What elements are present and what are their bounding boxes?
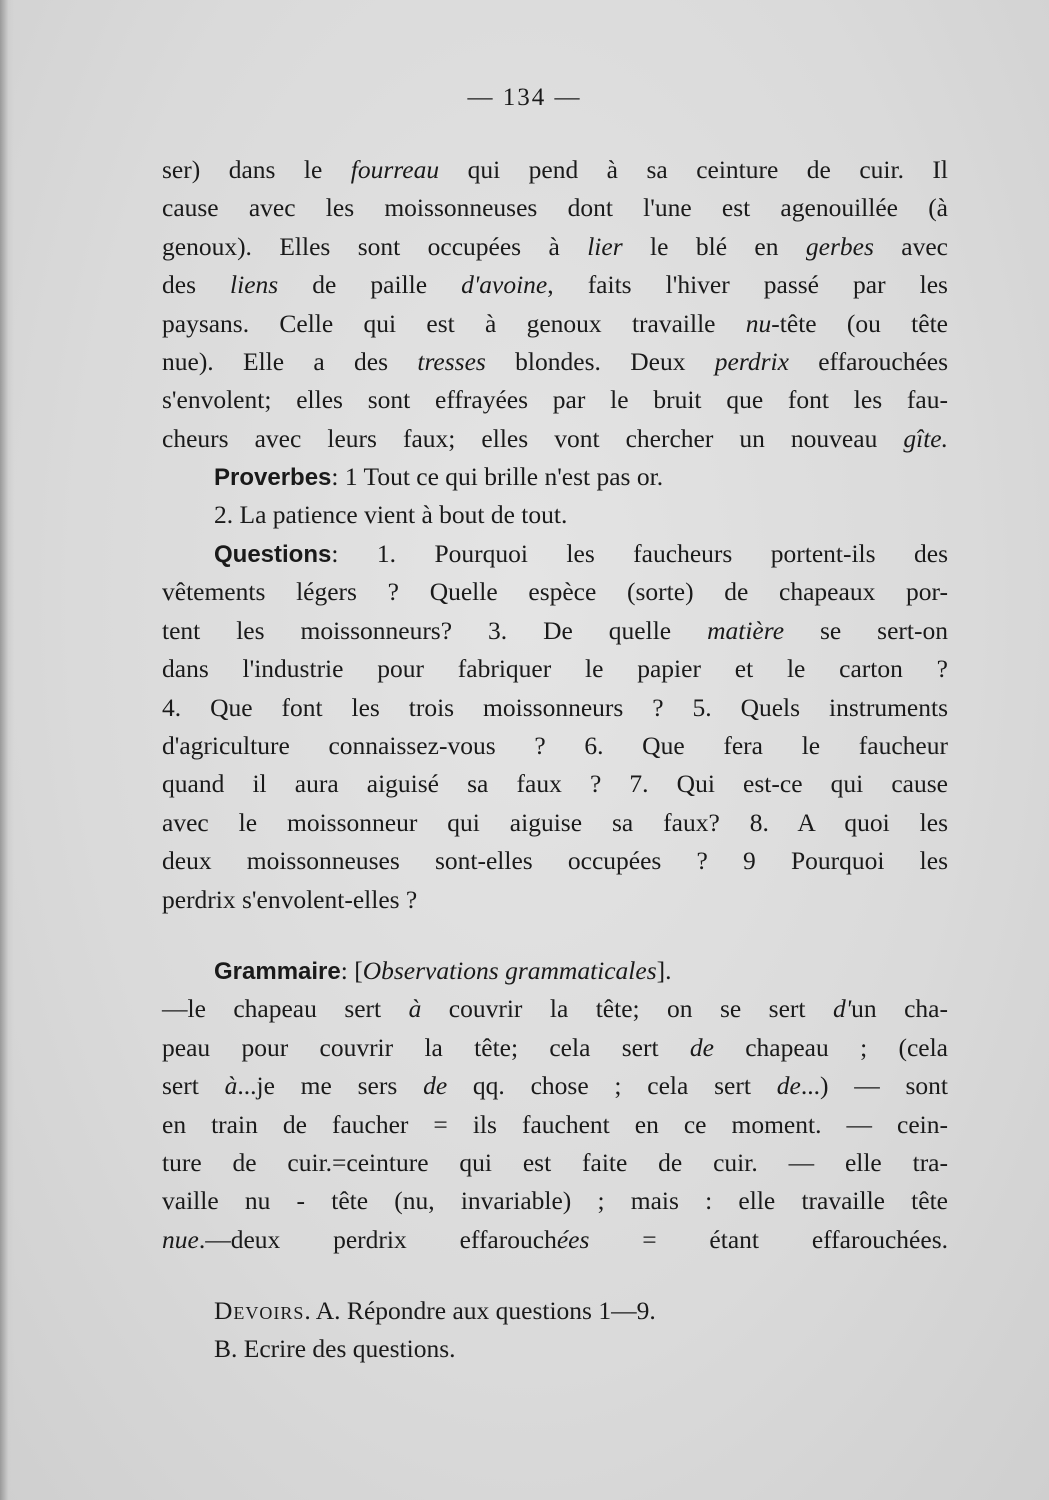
proverbe-line: Proverbes: 1 Tout ce qui brille n'est pas or. [214,462,664,491]
text-line: genoux). Elles sont occupées à lier le blé en gerbes avec [162,231,948,261]
proverbes-heading: Proverbes [214,464,332,491]
devoirs-section [162,1292,948,1369]
text-line: quand il aura aiguisé sa faux ? 7. Qui est-ce qui cause [162,769,948,799]
page-number: — 134 — [467,84,582,111]
text-line: nue.—deux perdrix effarouchées = étant effarouchées. [162,1224,948,1254]
text-line: B. Ecrire des questions. [214,1334,456,1364]
text-line: nue). Elle a des tresses blondes. Deux perdrix effarouchées [162,346,949,376]
text-line: ture de cuir.=ceinture qui est faite de cuir. — elle tra- [162,1147,948,1177]
text-line: en train de faucher = ils fauchent en ce moment. — cein- [162,1109,948,1139]
text-line: deux moissonneuses sont-elles occupées ? 9 Pourquoi les [162,846,948,876]
text-line: vaille nu - tête (nu, invariable) ; mais : elle travaille tête [162,1186,948,1216]
grammaire-section [162,952,948,1259]
text-line: sert à...je me sers de qq. chose ; cela sert de...) — sont [162,1071,949,1101]
text-line: cheurs avec leurs faux; elles vont chercher un nouveau gîte. [162,423,948,453]
grammaire-heading: Grammaire [214,958,341,985]
devoirs-heading: Devoirs [214,1296,305,1325]
text-line: dans l'industrie pour fabriquer le papier et le carton ? [162,654,948,684]
text-line: 4. Que font les trois moissonneurs ? 5. Quels instruments [162,692,948,722]
text-line: cause avec les moissonneuses dont l'une est agenouillée (à [162,193,948,223]
text-line: tent les moissonneurs? 3. De quelle matière se sert-on [162,615,948,645]
text-line: paysans. Celle qui est à genoux travaille nu-tête (ou tête [162,308,948,338]
questions-section [162,535,948,919]
paragraph-description [162,151,948,458]
text-line: des liens de paille d'avoine, faits l'hiver passé par les [162,270,948,300]
questions-heading: Questions [214,541,332,568]
text-line: —le chapeau sert à couvrir la tête; on se sert d'un cha- [162,994,948,1024]
text-line: perdrix s'envolent-elles ? [162,884,418,914]
text-line: s'envolent; elles sont effrayées par le bruit que font les fau- [162,385,948,415]
proverbe-line: 2. La patience vient à bout de tout. [214,500,568,530]
text-line: Devoirs. A. Répondre aux questions 1—9. [214,1296,656,1325]
text-line: peau pour couvrir la tête; cela sert de chapeau ; (cela [162,1032,948,1062]
text-line: avec le moissonneur qui aiguise sa faux? 8. A quoi les [162,807,948,837]
page-edge-shadow [0,0,14,1500]
text-line: Questions: 1. Pourquoi les faucheurs portent-ils des [214,539,948,568]
text-line: d'agriculture connaissez-vous ? 6. Que fera le faucheur [162,730,948,760]
text-line: Grammaire: [Observations grammaticales]. [214,956,672,985]
text-line: vêtements légers ? Quelle espèce (sorte) de chapeaux por- [162,577,948,607]
text-line: ser) dans le fourreau qui pend à sa ceinture de cuir. Il [162,155,948,184]
proverbes-section [162,458,948,535]
